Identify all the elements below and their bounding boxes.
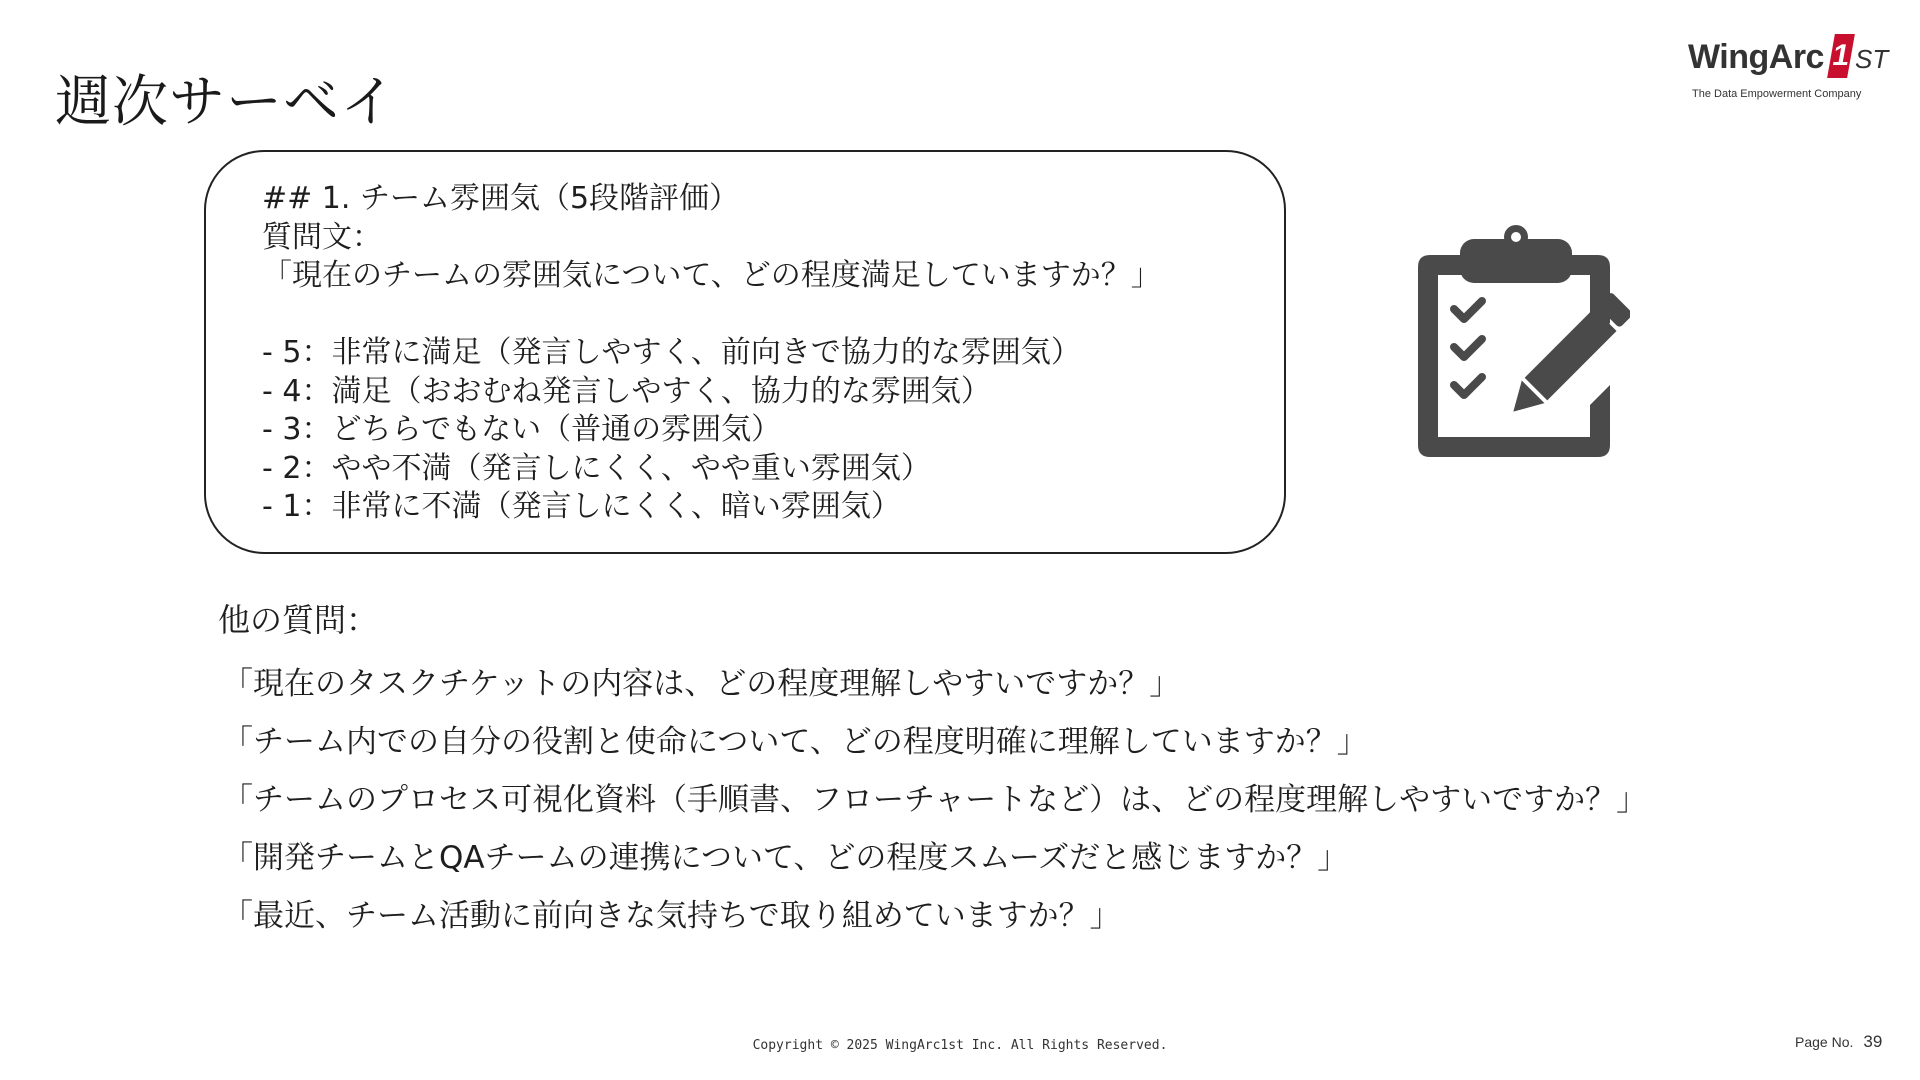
question-box (204, 150, 1286, 554)
logo-tagline: The Data Empowerment Company (1692, 88, 1862, 100)
wingarc-logo (1688, 30, 1888, 110)
logo-badge: 1 (1827, 34, 1855, 78)
rating-option-1: - 1：非常に不満（発言しにくく、暗い雰囲気） (262, 489, 901, 524)
list-item: 「開発チームとQAチームの連携について、どの程度スムーズだと感じますか？」 (222, 840, 1349, 876)
rating-option-5: - 5：非常に満足（発言しやすく、前向きで協力的な雰囲気） (262, 335, 1081, 370)
question-text: 「現在のチームの雰囲気について、どの程度満足していますか？」 (262, 258, 1161, 293)
rating-option-3: - 3：どちらでもない（普通の雰囲気） (262, 412, 782, 447)
question-label: 質問文： (262, 219, 382, 255)
logo-wordmark: WingArc (1688, 38, 1824, 76)
footer-copyright: Copyright © 2025 WingArc1st Inc. All Rights Reserved. (752, 1038, 1168, 1053)
slide-title: 週次サーベイ (55, 69, 397, 135)
list-item: 「チーム内での自分の役割と使命について、どの程度明確に理解していますか？」 (222, 724, 1368, 760)
page-label: Page No. (1795, 1034, 1854, 1050)
list-item: 「チームのプロセス可視化資料（手順書、フローチャートなど）は、どの程度理解しやすいですか？」 (222, 782, 1648, 818)
logo-suffix: ST (1855, 44, 1889, 74)
clipboard-check-pencil-icon (1410, 225, 1630, 465)
page-number-block (1795, 1032, 1882, 1052)
question-spacer (262, 296, 1244, 335)
other-questions-heading: 他の質問： (218, 601, 379, 639)
page-number: 39 (1863, 1032, 1883, 1051)
question-heading: ## 1. チーム雰囲気（5段階評価） (262, 181, 740, 216)
list-item: 「最近、チーム活動に前向きな気持ちで取り組めていますか？」 (222, 898, 1121, 934)
rating-option-2: - 2：やや不満（発言しにくく、やや重い雰囲気） (262, 450, 931, 486)
list-item: 「現在のタスクチケットの内容は、どの程度理解しやすいですか？」 (222, 666, 1181, 702)
other-questions-list (222, 655, 1647, 945)
rating-option-4: - 4：満足（おおむね発言しやすく、協力的な雰囲気） (262, 373, 991, 409)
